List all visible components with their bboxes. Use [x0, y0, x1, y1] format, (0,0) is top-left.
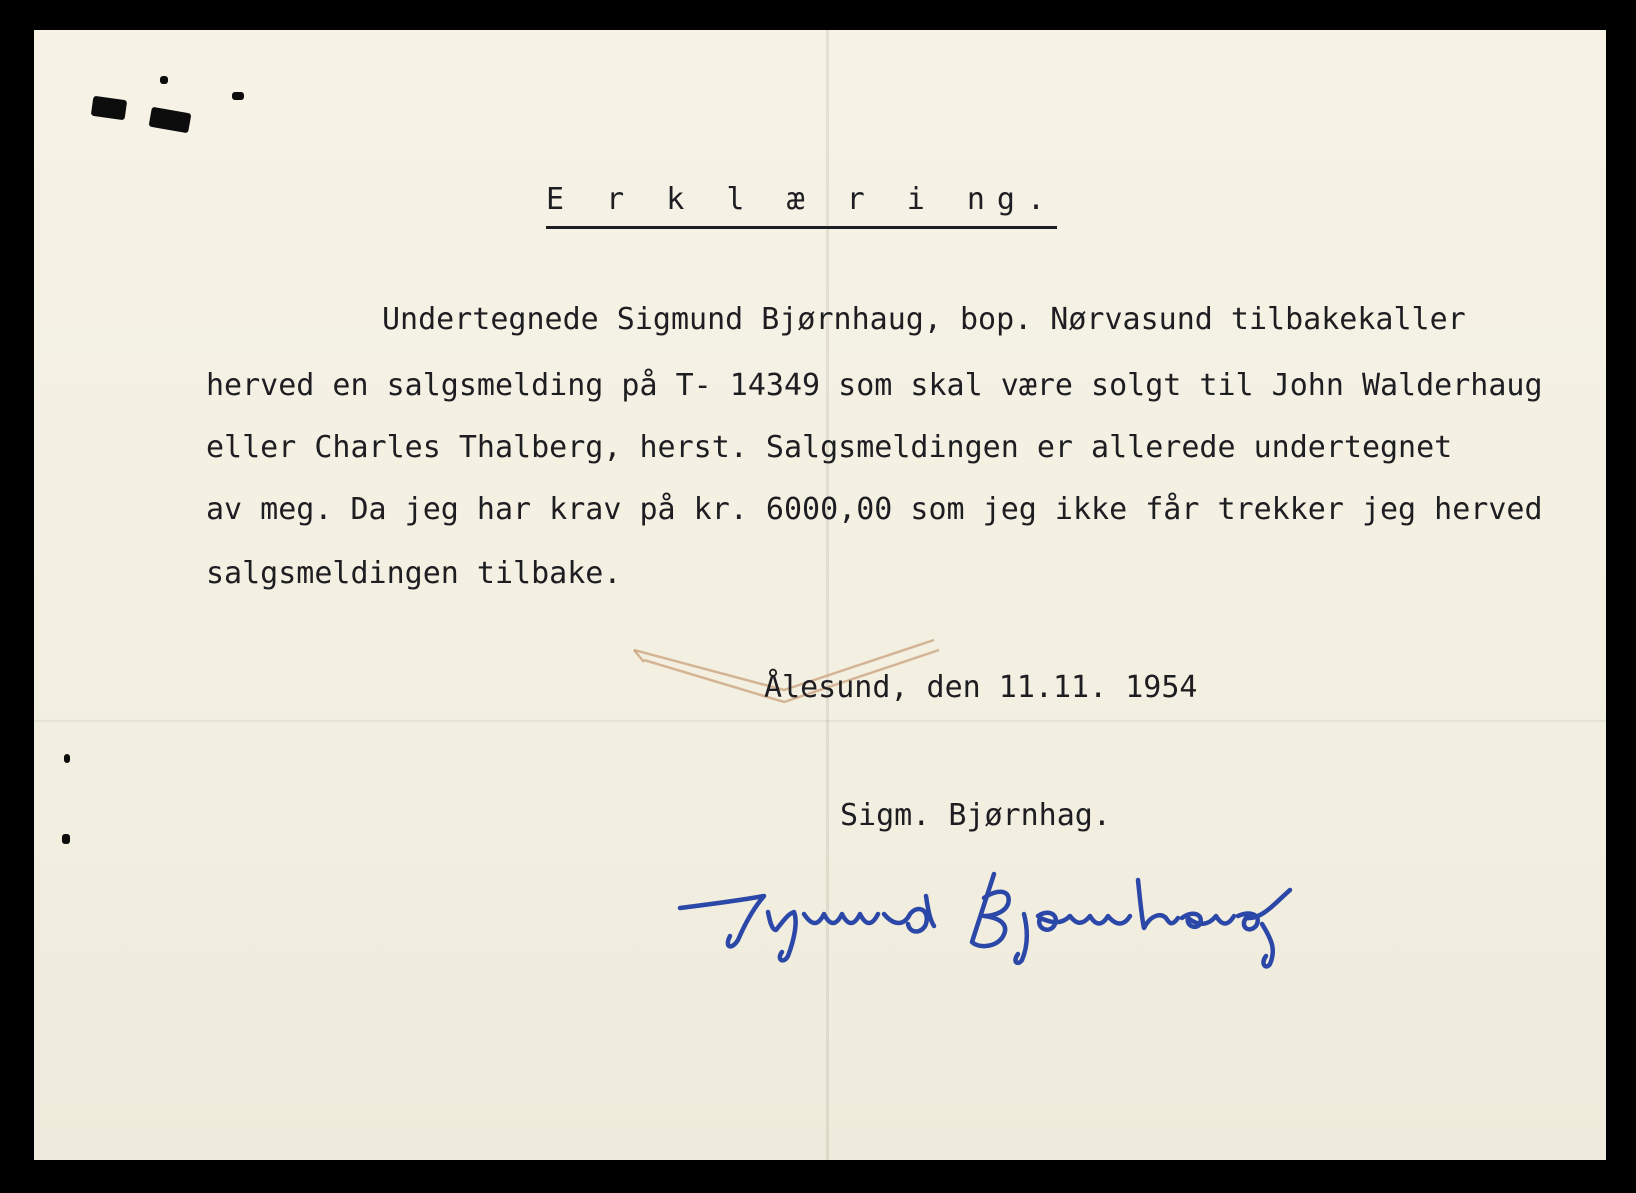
- place-and-date: Ålesund, den 11.11. 1954: [764, 670, 1198, 705]
- body-line-2: herved en salgsmelding på T- 14349 som skal være solgt til John Walderhaug: [206, 368, 1543, 403]
- typed-signature: Sigm. Bjørnhag.: [840, 798, 1111, 833]
- document-title: E r k l æ r i ng.: [546, 182, 1057, 229]
- body-line-1: Undertegnede Sigmund Bjørnhaug, bop. Nørvasund tilbakekaller: [382, 302, 1466, 337]
- signature-ink-icon: [672, 860, 1372, 970]
- paper-sheet: [34, 30, 1606, 1160]
- body-line-5: salgsmeldingen tilbake.: [206, 556, 622, 591]
- body-line-4: av meg. Da jeg har krav på kr. 6000,00 som jeg ikke får trekker jeg herved: [206, 492, 1543, 527]
- handwritten-signature: [672, 860, 1372, 970]
- body-line-3: eller Charles Thalberg, herst. Salgsmeldingen er allerede undertegnet: [206, 430, 1453, 465]
- signature-name: [672, 860, 682, 861]
